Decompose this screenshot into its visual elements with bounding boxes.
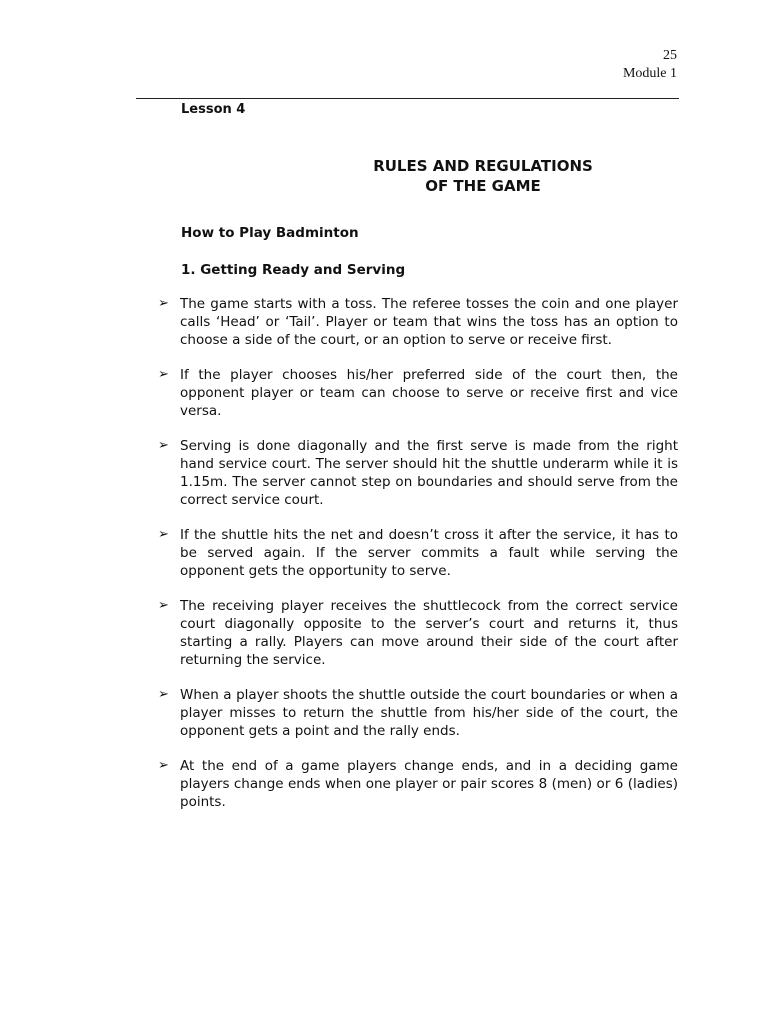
list-item-text: Serving is done diagonally and the first serve is made from the right hand service court. The server should hit the shuttle underarm while it is 1.15m. The server cannot step on boundaries and should serve from the correct service court. — [180, 438, 678, 508]
arrowhead-bullet-icon: ➢ — [158, 438, 169, 453]
arrowhead-bullet-icon: ➢ — [158, 296, 169, 311]
lesson-label: Lesson 4 — [181, 102, 246, 117]
rules-list — [158, 295, 678, 828]
page-title-line-1: RULES AND REGULATIONS — [373, 157, 593, 175]
arrowhead-bullet-icon: ➢ — [158, 367, 169, 382]
list-item — [158, 366, 678, 420]
page-title — [300, 156, 666, 196]
subsection-heading: 1. Getting Ready and Serving — [181, 262, 406, 278]
list-item — [158, 437, 678, 509]
list-item-text: The receiving player receives the shuttlecock from the correct service court diagonally opposite to the server’s court and returns it, thus starting a rally. Players can move around their side of the court after returning the service. — [180, 598, 678, 668]
list-item — [158, 686, 678, 740]
list-item-text: At the end of a game players change ends, and in a deciding game players change ends when one player or pair scores 8 (men) or 6 (ladies) points. — [180, 758, 678, 810]
list-item-text: When a player shoots the shuttle outside the court boundaries or when a player misses to return the shuttle from his/her side of the court, the opponent gets a point and the rally ends. — [180, 687, 678, 739]
list-item — [158, 757, 678, 811]
list-item — [158, 526, 678, 580]
arrowhead-bullet-icon: ➢ — [158, 687, 169, 702]
header-divider — [136, 98, 679, 99]
section-heading: How to Play Badminton — [181, 225, 359, 241]
page-number: 25 — [663, 48, 677, 63]
list-item-text: If the shuttle hits the net and doesn’t cross it after the service, it has to be served again. If the server commits a fault while serving the opponent gets the opportunity to serve. — [180, 527, 678, 579]
arrowhead-bullet-icon: ➢ — [158, 758, 169, 773]
list-item-text: If the player chooses his/her preferred side of the court then, the opponent player or team can choose to serve or receive first and vice versa. — [180, 367, 678, 419]
list-item — [158, 597, 678, 669]
list-item-text: The game starts with a toss. The referee tosses the coin and one player calls ‘Head’ or ‘Tail’. Player or team that wins the toss has an option to choose a side of the court, or an option to serve or receive first. — [180, 296, 678, 348]
list-item — [158, 295, 678, 349]
arrowhead-bullet-icon: ➢ — [158, 527, 169, 542]
arrowhead-bullet-icon: ➢ — [158, 598, 169, 613]
module-label: Module 1 — [622, 66, 677, 81]
page-title-line-2: OF THE GAME — [425, 177, 541, 195]
